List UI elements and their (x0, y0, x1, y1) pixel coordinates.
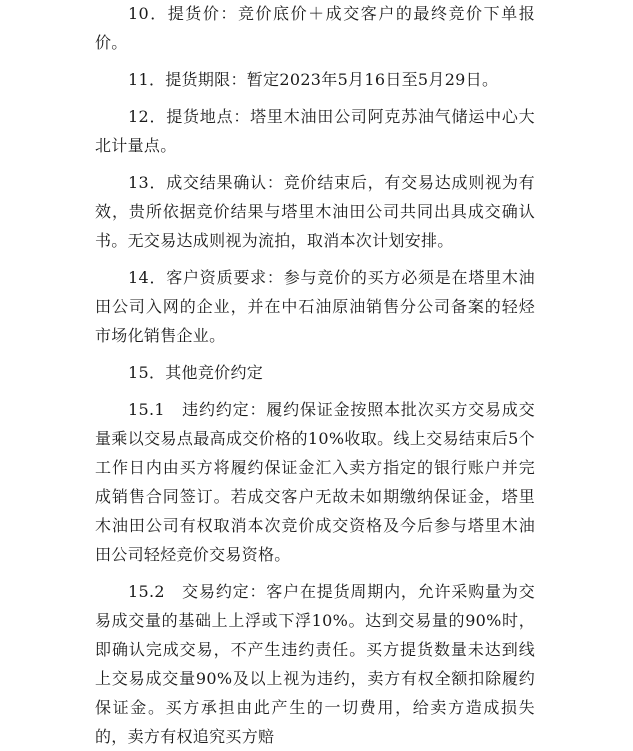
clause-13-result-confirmation: 13．成交结果确认：竞价结束后，有交易达成则视为有效，贵所依据竞价结果与塔里木油田公司共同出具成交确认书。无交易达成则视为流拍，取消本次计划安排。 (95, 173, 535, 250)
paragraph-gap (95, 160, 535, 168)
clause-10-pickup-price: 10．提货价：竞价底价＋成交客户的最终竞价下单报价。 (95, 4, 535, 52)
paragraph-gap (95, 350, 535, 358)
paragraph-gap (95, 94, 535, 102)
clause-15-2-trade-terms: 15.2 交易约定：客户在提货周期内，允许采购量为交易成交量的基础上上浮或下浮10%。达到交易量的90%时，即确认完成交易，不产生违约责任。买方提货数量未达到线上交易成交量90%及以上视为违约，卖方有权全额扣除履约保证金。买方承担由此产生的一切费用，给卖方造成损失的，卖方有权追究买方赔 (95, 582, 535, 746)
clause-15-1-breach-terms: 15.1 违约约定：履约保证金按照本批次买方交易成交量乘以交易点最高成交价格的10%收取。线上交易结束后5个工作日内由买方将履约保证金汇入卖方指定的银行账户并完成销售合同签订。若成交客户无故未如期缴纳保证金，塔里木油田公司有权取消本次竞价成交资格及今后参与塔里木油田公司轻烃竞价交易资格。 (95, 400, 535, 564)
document-page (95, 0, 535, 751)
clause-15-other-terms: 15．其他竞价约定 (128, 363, 264, 382)
clause-12-pickup-location: 12．提货地点：塔里木油田公司阿克苏油气储运中心大北计量点。 (95, 107, 535, 155)
clause-11-pickup-period: 11．提货期限：暂定2023年5月16日至5月29日。 (128, 70, 499, 89)
clause-14-customer-qualification: 14．客户资质要求：参与竞价的买方必须是在塔里木油田公司入网的企业，并在中石油原油销售分公司备案的轻烃市场化销售企业。 (95, 268, 535, 345)
paragraph-gap (95, 569, 535, 577)
paragraph-gap (95, 255, 535, 263)
paragraph-gap (95, 387, 535, 395)
paragraph-gap (95, 57, 535, 65)
